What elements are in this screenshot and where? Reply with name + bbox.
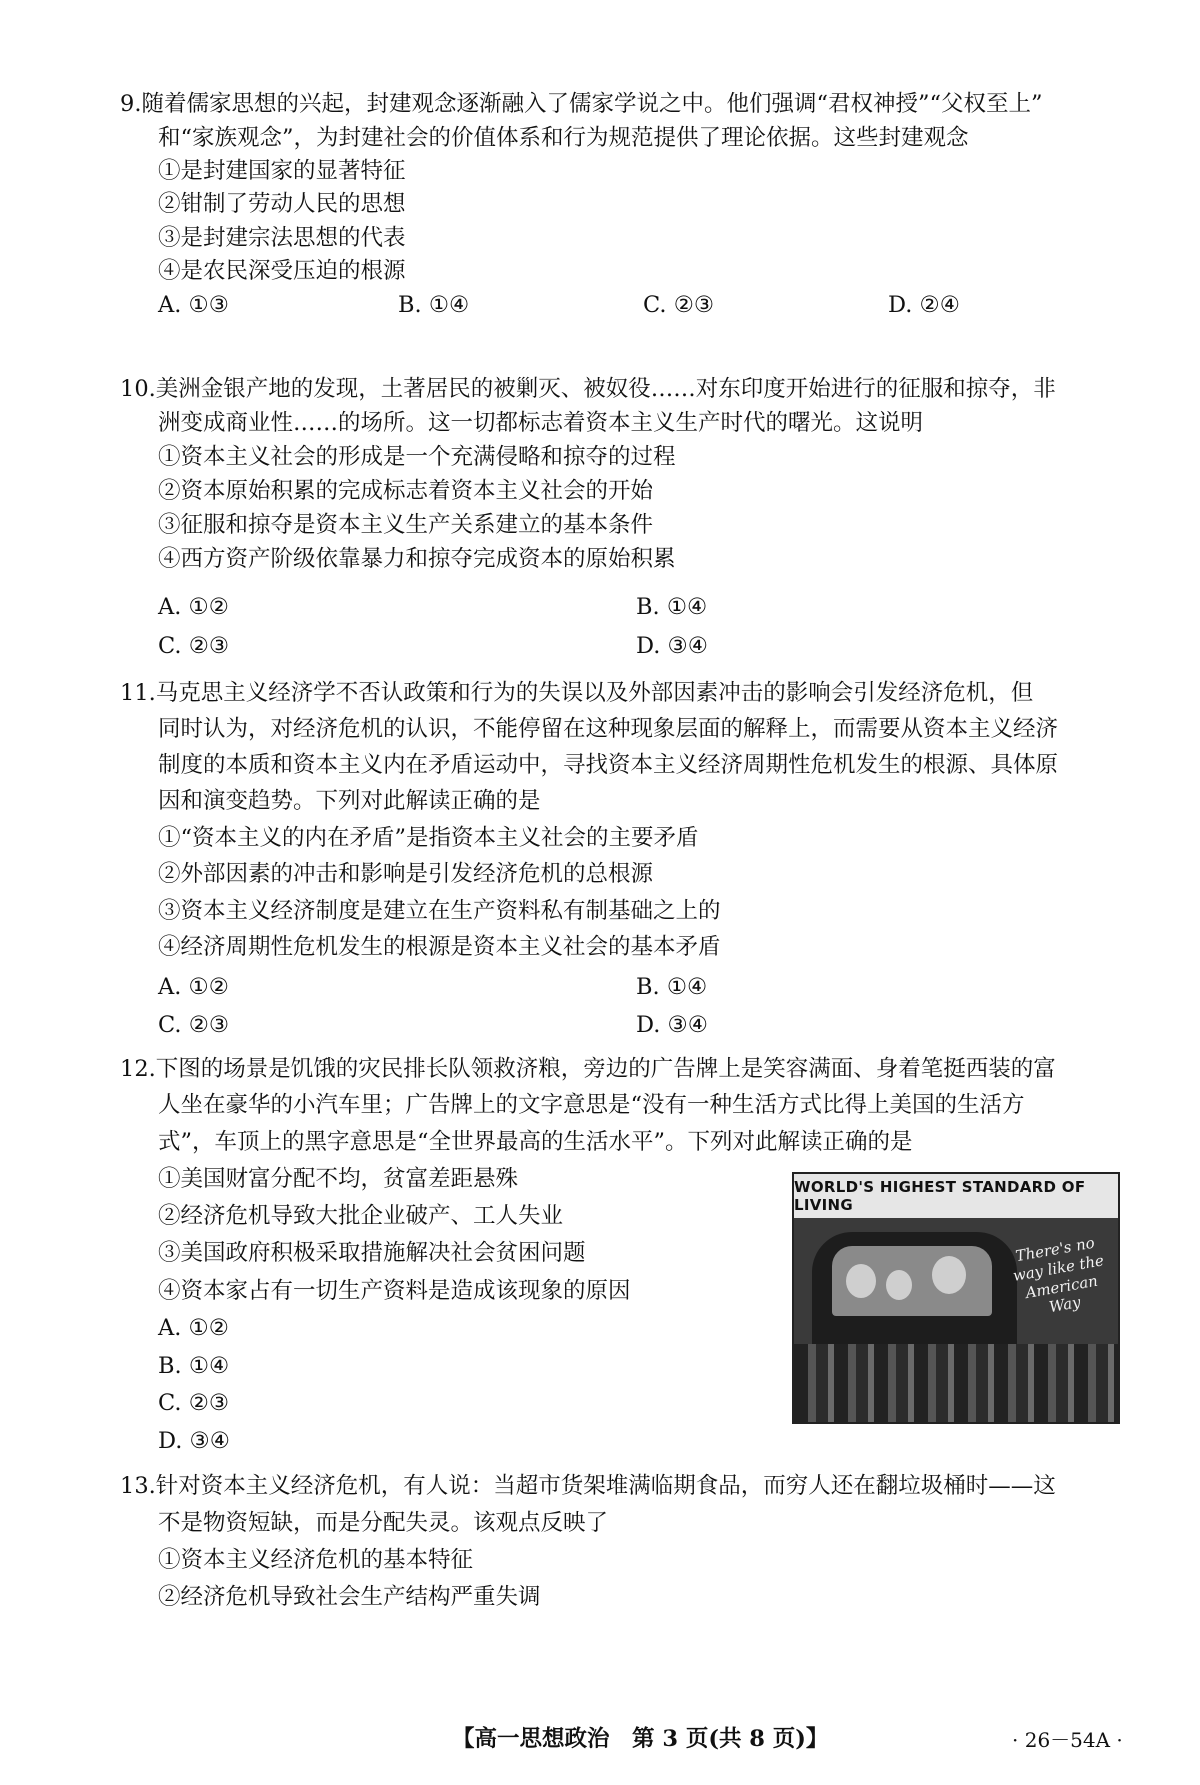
figure-face-2 [886,1270,912,1300]
q12-statement-4: ④资本家占有一切生产资料是造成该现象的原因 [158,1278,631,1304]
q11-statement-4: ④经济周期性危机发生的根源是资本主义社会的基本矛盾 [158,934,721,960]
footer-page-info: 【高一思想政治 第 3 页(共 8 页)】 [452,1726,829,1752]
q10-choice-c: C. ②③ [158,633,230,659]
q12-choice-b: B. ①④ [158,1353,230,1379]
q13-statement-1: ①资本主义经济危机的基本特征 [158,1547,474,1573]
q11-choice-b: B. ①④ [636,974,708,1000]
q10-statement-1: ①资本主义社会的形成是一个充满侵略和掠夺的过程 [158,444,676,470]
q10-stem-line-2: 洲变成商业性……的场所。这一切都标志着资本主义生产时代的曙光。这说明 [158,410,924,436]
q9-choice-a: A. ①③ [158,292,229,318]
q12-stem-line-1 [120,1058,1056,1081]
q11-stem-line-3: 制度的本质和资本主义内在矛盾运动中，寻找资本主义经济周期性危机发生的根源、具体原 [158,752,1059,778]
q10-stem-line-1 [120,378,1056,401]
q10-choice-a: A. ①② [158,594,229,620]
q13-stem-text-1: 针对资本主义经济危机，有人说：当超市货架堆满临期食品，而穷人还在翻垃圾桶时——这 [155,1473,1056,1499]
q12-statement-1: ①美国财富分配不均，贫富差距悬殊 [158,1166,519,1192]
q12-number: 12. [120,1056,156,1082]
q10-choice-d: D. ③④ [636,633,708,659]
q12-choice-c: C. ②③ [158,1390,230,1416]
q11-choice-c: C. ②③ [158,1012,230,1038]
q11-choice-d: D. ③④ [636,1012,708,1038]
q13-number: 13. [120,1473,156,1499]
q9-statement-1: ①是封建国家的显著特征 [158,158,406,184]
q13-stem-line-1 [120,1475,1056,1498]
q10-statement-4: ④西方资产阶级依靠暴力和掠夺完成资本的原始积累 [158,546,676,572]
q12-choice-d: D. ③④ [158,1428,230,1454]
q11-statement-1: ①“资本主义的内在矛盾”是指资本主义社会的主要矛盾 [158,825,699,851]
q10-choice-b: B. ①④ [636,594,708,620]
q9-statement-3: ③是封建宗法思想的代表 [158,225,406,251]
q12-stem-line-3: 式”，车顶上的黑字意思是“全世界最高的生活水平”。下列对此解读正确的是 [158,1129,913,1155]
q9-choice-b: B. ①④ [398,292,470,318]
q12-statement-2: ②经济危机导致大批企业破产、工人失业 [158,1203,564,1229]
q12-choice-a: A. ①② [158,1315,229,1341]
q12-statement-3: ③美国政府积极采取措施解决社会贫困问题 [158,1240,586,1266]
figure-banner: WORLD'S HIGHEST STANDARD OF LIVING [794,1174,1118,1218]
q11-stem-line-4: 因和演变趋势。下列对此解读正确的是 [158,788,541,814]
q11-statement-3: ③资本主义经济制度是建立在生产资料私有制基础之上的 [158,898,721,924]
q11-number: 11. [120,680,156,706]
q13-statement-2: ②经济危机导致社会生产结构严重失调 [158,1584,541,1610]
q12-stem-line-2: 人坐在豪华的小汽车里；广告牌上的文字意思是“没有一种生活方式比得上美国的生活方 [158,1092,1025,1118]
q13-stem-line-2: 不是物资短缺，而是分配失灵。该观点反映了 [158,1510,609,1536]
q9-number: 9. [120,91,142,117]
q9-choice-c: C. ②③ [643,292,715,318]
q9-statement-2: ②钳制了劳动人民的思想 [158,191,406,217]
q9-statement-4: ④是农民深受压迫的根源 [158,258,406,284]
figure-face-1 [846,1264,876,1298]
q11-stem-line-2: 同时认为，对经济危机的认识，不能停留在这种现象层面的解释上，而需要从资本主义经济 [158,716,1059,742]
footer-code: · 26－54A · [1012,1728,1123,1752]
q11-statement-2: ②外部因素的冲击和影响是引发经济危机的总根源 [158,861,654,887]
q9-stem-line-2: 和“家族观念”，为封建社会的价值体系和行为规范提供了理论依据。这些封建观念 [158,125,969,151]
figure-slogan: There's no way like the American Way [1011,1233,1106,1317]
q10-number: 10. [120,376,156,402]
q10-stem-text-1: 美洲金银产地的发现，土著居民的被剿灭、被奴役……对东印度开始进行的征服和掠夺，非 [155,376,1056,402]
q10-statement-2: ②资本原始积累的完成标志着资本主义社会的开始 [158,478,654,504]
q11-stem-text-1: 马克思主义经济学不否认政策和行为的失误以及外部因素冲击的影响会引发经济危机，但 [155,680,1034,706]
q11-choice-a: A. ①② [158,974,229,1000]
figure-face-3 [932,1256,966,1294]
q11-stem-line-1 [120,682,1033,705]
q9-stem-line-1 [120,93,1042,116]
q9-stem-text-1: 随着儒家思想的兴起，封建观念逐渐融入了儒家学说之中。他们强调“君权神授”“父权至上” [141,91,1043,117]
q12-figure-photo [792,1172,1120,1424]
q12-stem-text-1: 下图的场景是饥饿的灾民排长队领救济粮，旁边的广告牌上是笑容满面、身着笔挺西装的富 [155,1056,1056,1082]
q10-statement-3: ③征服和掠夺是资本主义生产关系建立的基本条件 [158,512,654,538]
q9-choice-d: D. ②④ [888,292,960,318]
figure-crowd [794,1344,1118,1422]
